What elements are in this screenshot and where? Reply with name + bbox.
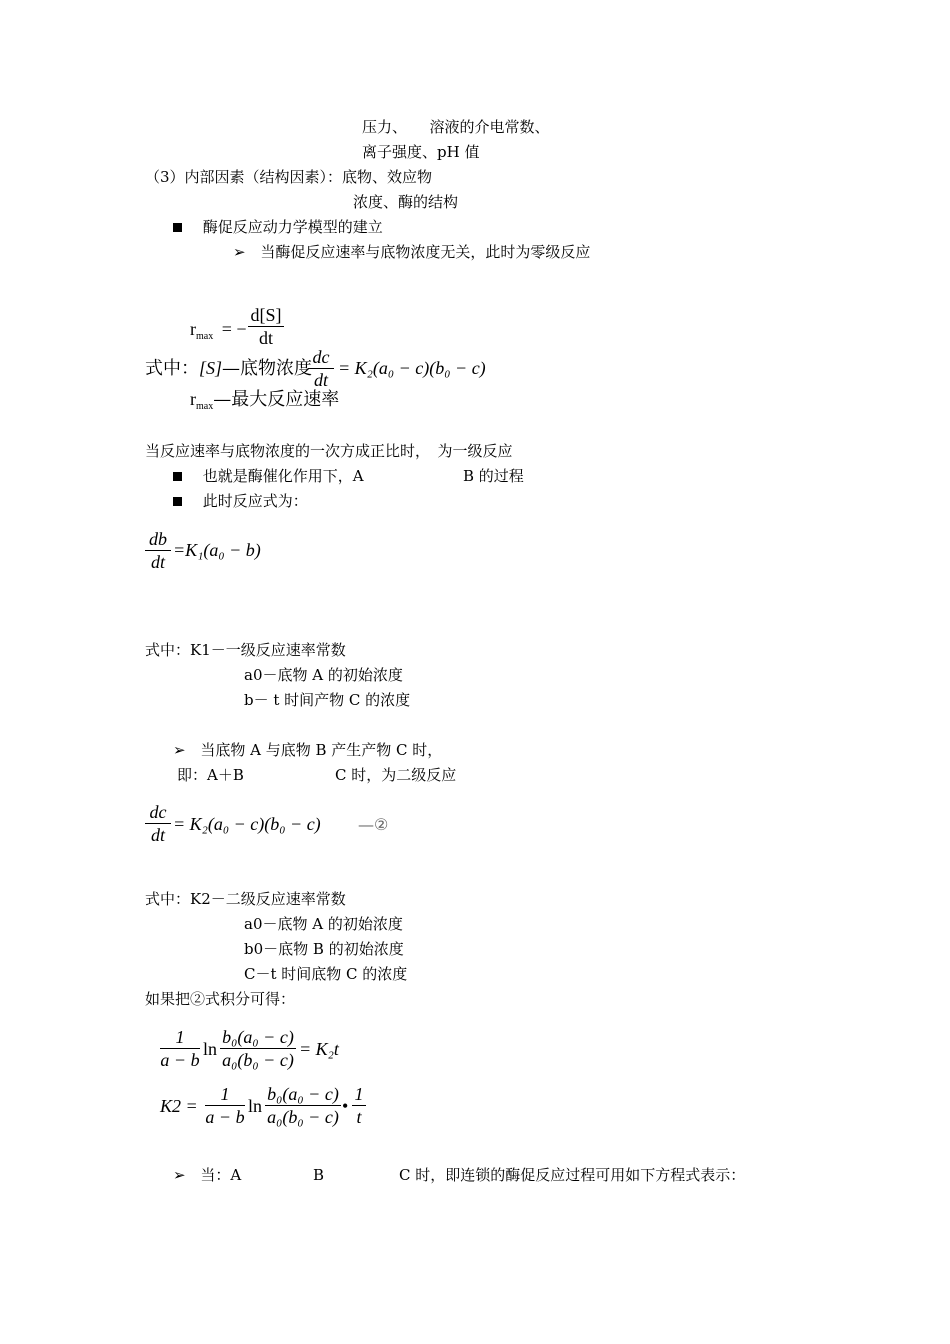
text-line: 浓度、酶的结构: [353, 193, 459, 211]
fraction-dc-dt: dc dt: [145, 801, 171, 846]
list-item-text: 当：A: [200, 1166, 242, 1184]
text-line: a0－底物 A 的初始浓度: [244, 915, 403, 933]
arrow-bullet-icon: ➢: [233, 243, 246, 261]
list-item: [173, 1166, 241, 1184]
section-heading: （3）内部因素（结构因素）：底物、效应物: [145, 168, 433, 186]
list-item-text: 此时反应式为：: [202, 492, 308, 510]
fraction-1-over-a-b: 1 a − b: [205, 1084, 245, 1127]
fraction-dc-dt-overlay: dc dt: [308, 346, 334, 391]
text-line: b－ t 时间产物 C 的浓度: [244, 691, 411, 709]
list-item-text: 酶促反应动力学模型的建立: [202, 218, 383, 236]
text-line: 如果把②式积分可得：: [145, 990, 296, 1008]
list-item-text: 当底物 A 与底物 B 产生产物 C 时，: [200, 741, 443, 759]
text-line: 当反应速率与底物浓度的一次方成正比时， 为一级反应: [145, 442, 513, 460]
list-item: [173, 492, 308, 510]
square-bullet-icon: [173, 472, 182, 481]
fraction-1-over-t: 1 t: [352, 1083, 366, 1128]
list-item: [173, 467, 364, 485]
text-line: b0－底物 B 的初始浓度: [244, 940, 404, 958]
text-line: 离子强度、pH 值: [362, 143, 480, 161]
arrow-bullet-icon: ➢: [173, 1166, 186, 1184]
text-line: C－t 时间底物 C 的浓度: [244, 965, 408, 983]
ln-symbol: ln: [203, 1039, 218, 1059]
text-line: 压力、 溶液的介电常数、: [362, 118, 550, 136]
k2-lhs: K2 =: [160, 1096, 198, 1116]
text-line: 式中：K2－二级反应速率常数: [145, 890, 346, 908]
list-item-text: B 的过程: [463, 467, 524, 485]
integrated-rhs: = K₂t: [299, 1039, 339, 1059]
arrow-bullet-icon: ➢: [173, 741, 186, 759]
fraction-db-dt: db dt: [145, 528, 171, 573]
square-bullet-icon: [173, 497, 182, 506]
text-line: C 时，为二级反应: [335, 766, 457, 784]
text-line: 即：A＋B: [177, 766, 244, 784]
list-item-text: 也就是酶催化作用下，A: [202, 467, 364, 485]
square-bullet-icon: [173, 223, 182, 232]
first-order-rhs: =K₁(a₀ − b): [173, 540, 261, 560]
equation-legend-line: $r_{max}—$最大反应速率: [190, 389, 340, 412]
list-item-text: B: [313, 1166, 325, 1184]
equation-number: —②: [358, 815, 389, 834]
list-item-text: 当酶促反应速率与底物浓度无关，此时为零级反应: [260, 243, 591, 261]
fraction-dS-dt: d[S] dt: [248, 304, 284, 349]
fraction-1-over-a-b: 1 a − b: [160, 1027, 200, 1070]
ln-symbol: ln: [248, 1096, 263, 1116]
fraction-b0-a0: b₀(a₀ − c) a₀(b₀ − c): [220, 1026, 296, 1071]
equation-legend-line: 式中：[S]—底物浓度: [145, 358, 313, 379]
second-order-rhs: = K₂(a₀ − c)(b₀ − c): [173, 814, 321, 834]
list-item: [173, 741, 442, 759]
list-item: [173, 218, 383, 236]
list-item-text: C 时，即连锁的酶促反应过程可用如下方程式表示：: [399, 1166, 746, 1184]
text-line: a0－底物 A 的初始浓度: [244, 666, 403, 684]
rmax-symbol: $r_{max}$ = −: [190, 319, 247, 342]
multiplication-dot: •: [342, 1096, 349, 1116]
equation-rhs-overlay: = K₂(a₀ − c)(b₀ − c): [338, 358, 486, 378]
fraction-b0-a0: b₀(a₀ − c) a₀(b₀ − c): [265, 1083, 341, 1128]
text-line: 式中：K1－一级反应速率常数: [145, 641, 346, 659]
list-item: [233, 243, 590, 261]
